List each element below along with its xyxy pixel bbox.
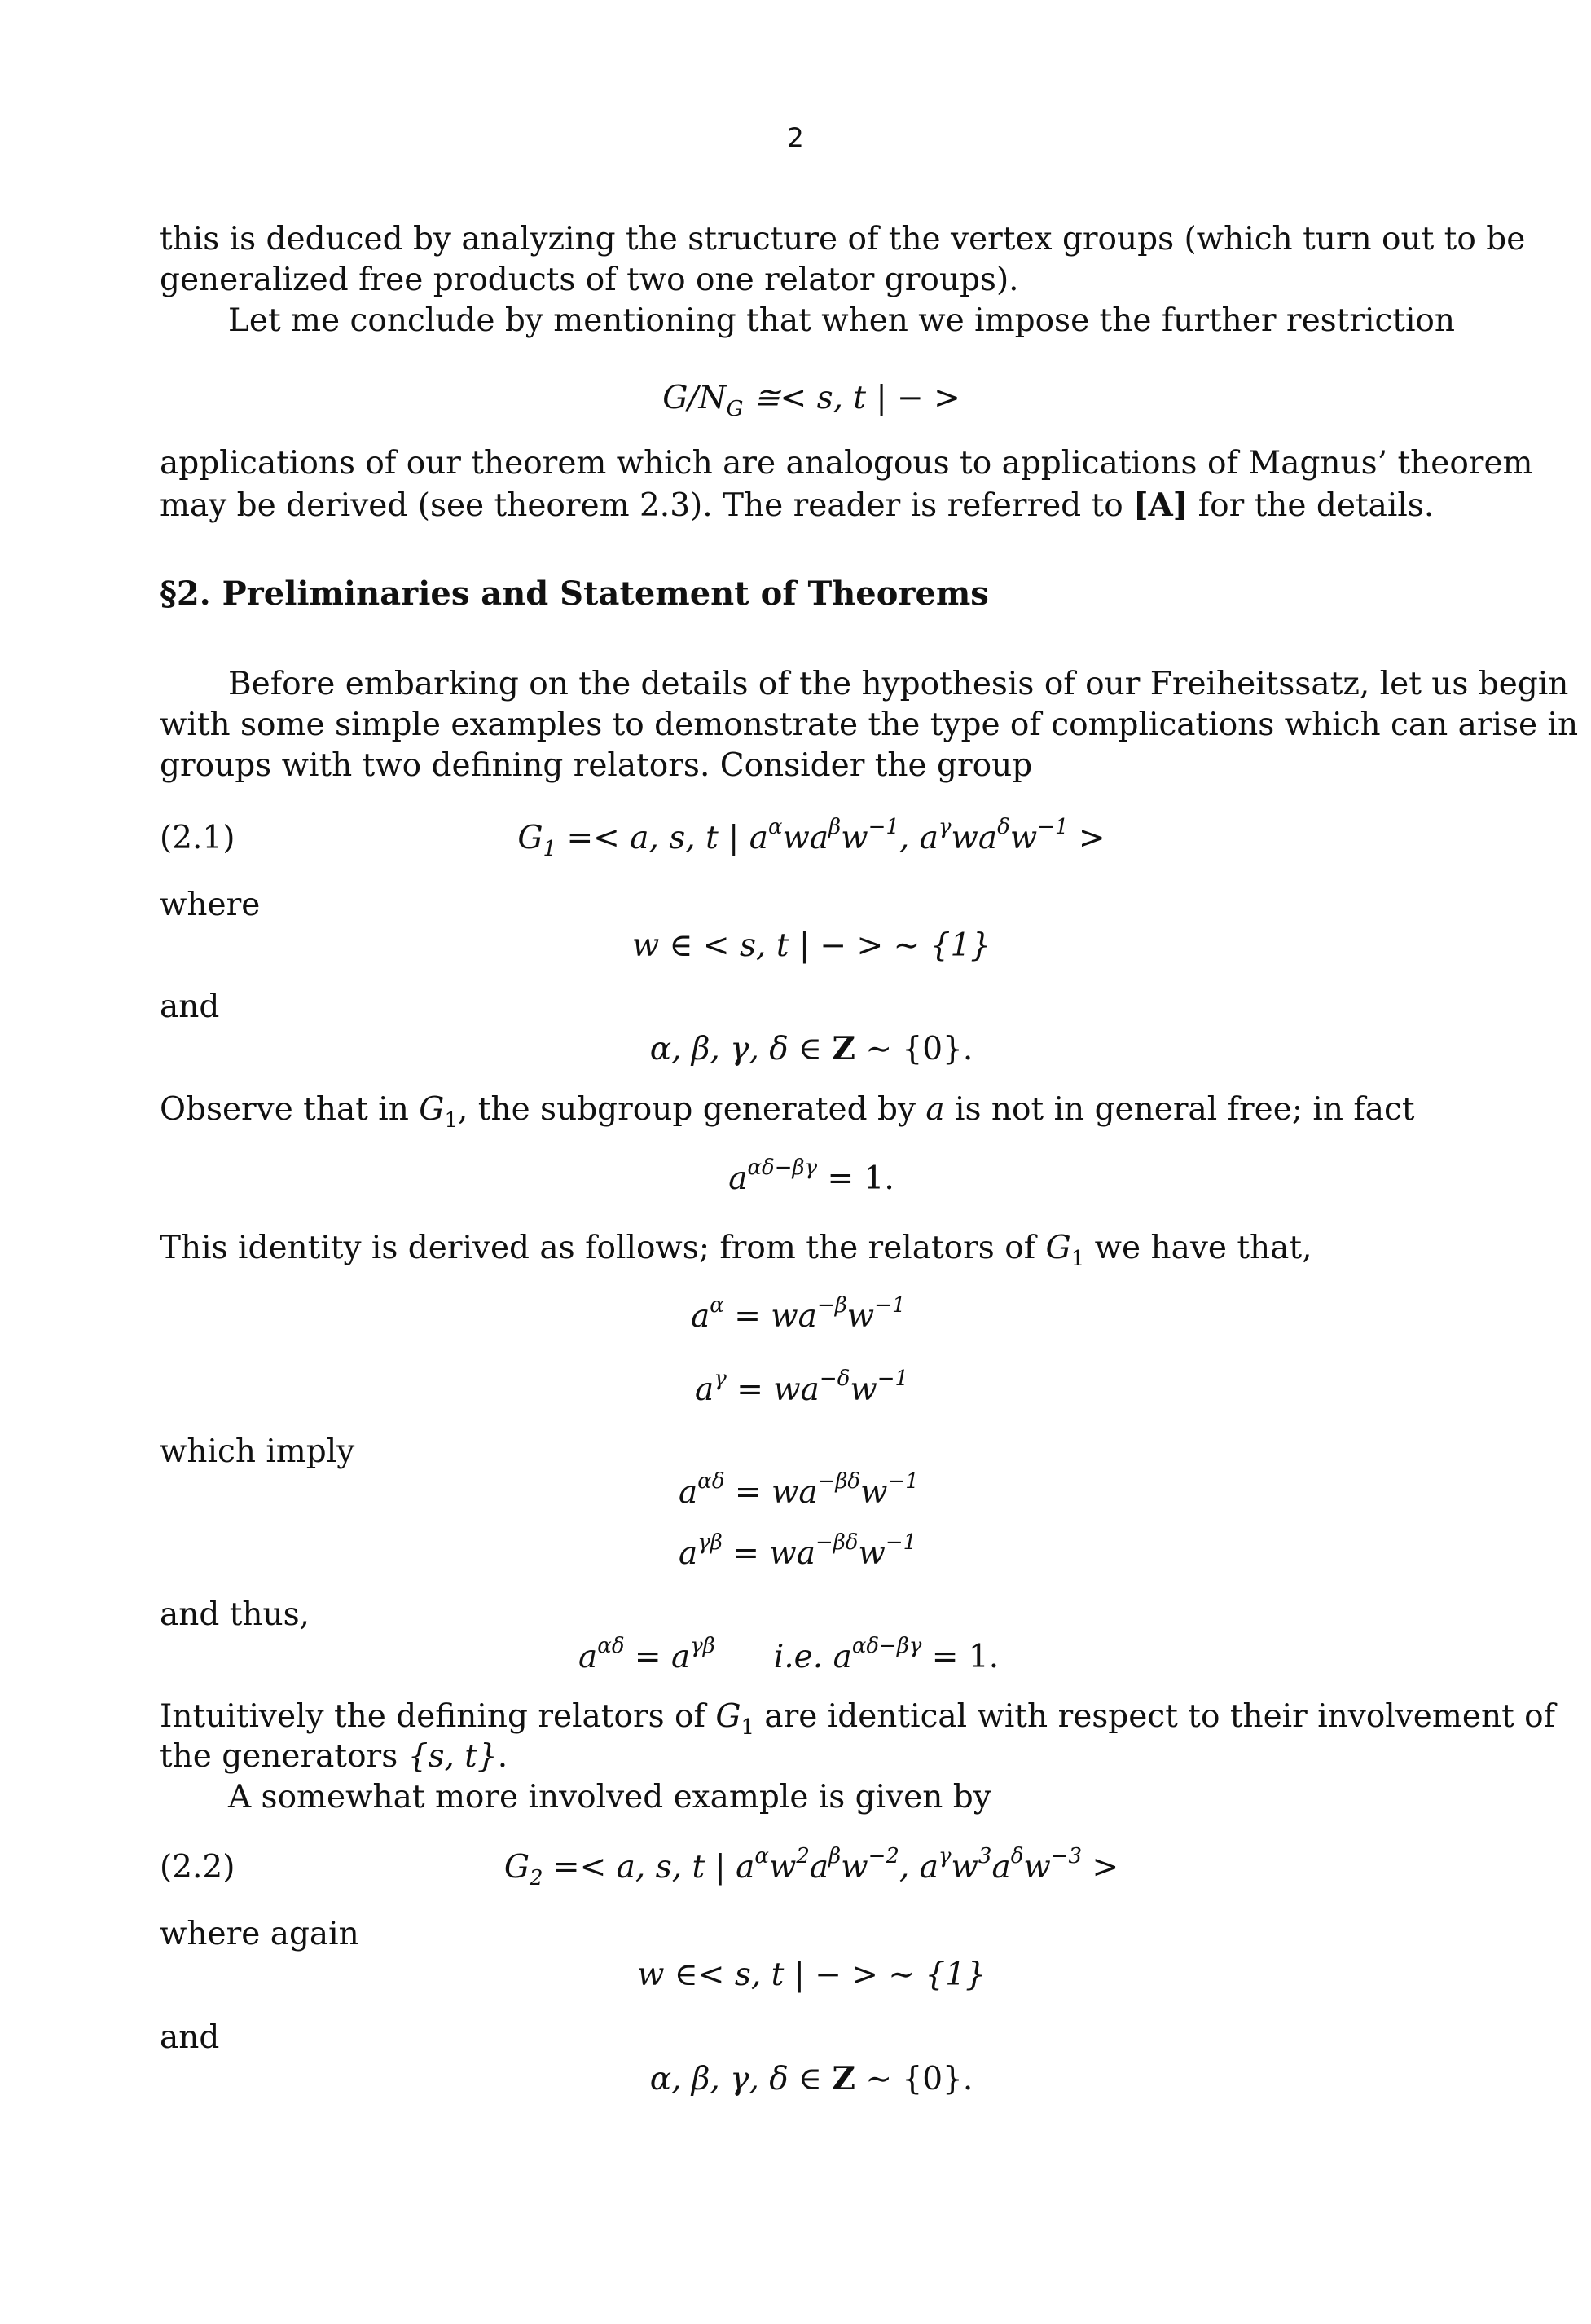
a5-base2: a bbox=[833, 1639, 852, 1675]
eq22-t5: w bbox=[951, 1849, 978, 1886]
intuitive-b: are identical with respect to their involvement of bbox=[754, 1698, 1556, 1735]
id-base: a bbox=[728, 1160, 748, 1197]
equation-w-1: w ∈ < s, t | − > ∼ {1} bbox=[631, 927, 991, 964]
greek2-Z: Z bbox=[832, 2060, 855, 2097]
intuitive-c: the generators bbox=[160, 1738, 408, 1775]
eq21-t1: wa bbox=[782, 820, 829, 856]
eq22-e4: −2 bbox=[868, 1844, 899, 1868]
intuitive-a: Intuitively the defining relators of bbox=[160, 1698, 716, 1735]
label-and-2: and bbox=[160, 2019, 220, 2056]
eq22-t1: w bbox=[768, 1849, 797, 1886]
eq22-t7: w bbox=[1023, 1849, 1051, 1886]
eq21-e6: −1 bbox=[1037, 815, 1069, 839]
eq22-t6: a bbox=[991, 1849, 1011, 1886]
observe-line bbox=[160, 1090, 1463, 1133]
equation-greek-1 bbox=[160, 1029, 1463, 1069]
id-exp: αδ−βγ bbox=[747, 1155, 818, 1180]
a3-mid: = wa bbox=[724, 1474, 818, 1511]
eq22-e3: β bbox=[828, 1844, 842, 1868]
a4-w: w bbox=[858, 1535, 886, 1572]
equation-w-2: w ∈< s, t | − > ∼ {1} bbox=[637, 1956, 986, 1993]
eq22-body: =< a, s, t | a bbox=[543, 1849, 755, 1886]
a1-exp2: −β bbox=[816, 1293, 847, 1318]
para3-line2: with some simple examples to demonstrate the type of complications which can arise in bbox=[160, 706, 1579, 743]
eq21-t2: w bbox=[841, 820, 868, 856]
a3-exp2: −βδ bbox=[817, 1469, 861, 1494]
a4-mid: = wa bbox=[722, 1535, 815, 1572]
eq21-e4: γ bbox=[938, 815, 952, 839]
a5-base: a bbox=[578, 1639, 598, 1675]
page-number: 2 bbox=[787, 122, 804, 153]
a5-rhs: = 1. bbox=[921, 1639, 1000, 1675]
eq21-body: =< a, s, t | a bbox=[556, 820, 768, 856]
a3-exp3: −1 bbox=[887, 1469, 919, 1494]
a2-exp: γ bbox=[714, 1367, 727, 1391]
greek2-vars: α, β, γ, δ ∈ bbox=[649, 2061, 833, 2097]
observe-g: G bbox=[419, 1091, 445, 1128]
equation-number-2-1: (2.1) bbox=[160, 820, 235, 856]
eq22-t8: > bbox=[1082, 1849, 1119, 1886]
para1-line3: Let me conclude by mentioning that when we impose the further restriction bbox=[228, 302, 1456, 339]
eq22-t3: w bbox=[841, 1849, 868, 1886]
a5-exp2: γβ bbox=[690, 1634, 715, 1658]
para3-line1: Before embarking on the details of the hypothesis of our Freiheitssatz, let us begin bbox=[228, 666, 1569, 702]
observe-a: Observe that in bbox=[160, 1091, 420, 1128]
observe-var: a bbox=[925, 1091, 945, 1128]
intuitive-line1 bbox=[160, 1697, 1556, 1740]
para2-text-b: for the details. bbox=[1188, 487, 1435, 524]
a4-base: a bbox=[679, 1535, 698, 1572]
eq21-e3: −1 bbox=[868, 815, 899, 839]
eq22-e8: −3 bbox=[1050, 1844, 1083, 1868]
a3-w: w bbox=[860, 1474, 888, 1511]
label-where: where bbox=[160, 887, 261, 923]
greek1-rest: ∼ {0}. bbox=[855, 1031, 973, 1067]
a2-w: w bbox=[850, 1371, 877, 1408]
observe-c: is not in general free; in fact bbox=[944, 1091, 1415, 1128]
para2-text-a: may be derived (see theorem 2.3). The reader is referred to bbox=[160, 487, 1134, 524]
id-rhs: = 1. bbox=[817, 1160, 894, 1197]
eq-lhs: G/N bbox=[662, 380, 727, 416]
equation-2-2 bbox=[160, 1844, 1463, 1890]
a1-w: w bbox=[846, 1298, 875, 1335]
eq22-e6: 3 bbox=[978, 1844, 992, 1868]
intuitive-d: . bbox=[497, 1738, 508, 1775]
equation-number-2-2: (2.2) bbox=[160, 1849, 235, 1886]
derive-sub: 1 bbox=[1070, 1247, 1085, 1271]
eq-rhs: ≅< s, t | − > bbox=[743, 380, 960, 416]
eq22-e5: γ bbox=[938, 1844, 952, 1868]
label-which-imply: which imply bbox=[160, 1433, 355, 1470]
greek2-rest: ∼ {0}. bbox=[855, 2061, 973, 2097]
equation-a-gammabeta bbox=[679, 1530, 917, 1574]
eq21-e1: α bbox=[767, 815, 783, 839]
reference-A: [A] bbox=[1133, 486, 1189, 524]
eq21-t6: > bbox=[1068, 820, 1105, 856]
a1-base: a bbox=[691, 1298, 710, 1335]
para1-line1: this is deduced by analyzing the structure of the vertex groups (which turn out to be bbox=[160, 221, 1526, 257]
a1-exp3: −1 bbox=[874, 1293, 906, 1318]
section-heading: §2. Preliminaries and Statement of Theorems bbox=[160, 574, 989, 613]
para1-line2: generalized free products of two one relator groups). bbox=[160, 262, 1019, 298]
equation-greek-2 bbox=[160, 2059, 1463, 2099]
para2-line1: applications of our theorem which are analogous to applications of Magnus’ theorem bbox=[160, 445, 1533, 482]
greek1-Z: Z bbox=[832, 1030, 855, 1067]
eq22-e2: 2 bbox=[796, 1844, 810, 1868]
intuitive-line2 bbox=[160, 1737, 1463, 1776]
a5-ie: i.e. bbox=[773, 1639, 824, 1675]
eq22-e7: δ bbox=[1010, 1844, 1024, 1868]
eq21-t5: w bbox=[1009, 820, 1038, 856]
intuitive-line3: A somewhat more involved example is given by bbox=[228, 1779, 991, 1816]
a2-mid: = wa bbox=[726, 1371, 820, 1408]
a1-exp: α bbox=[710, 1293, 724, 1318]
a3-exp: αδ bbox=[697, 1469, 725, 1494]
derive-a: This identity is derived as follows; from the relators of bbox=[160, 1230, 1046, 1266]
eq21-g: G bbox=[517, 820, 543, 856]
eq22-t2: a bbox=[809, 1849, 829, 1886]
observe-sub: 1 bbox=[444, 1108, 458, 1133]
greek1-vars: α, β, γ, δ ∈ bbox=[649, 1031, 833, 1067]
intuitive-g: G bbox=[715, 1698, 741, 1735]
a5-mid: = a bbox=[624, 1639, 691, 1675]
label-where-again: where again bbox=[160, 1916, 359, 1952]
eq21-gsub: 1 bbox=[543, 837, 557, 861]
derive-g: G bbox=[1045, 1230, 1071, 1266]
equation-2-1 bbox=[160, 815, 1463, 861]
intuitive-set: {s, t} bbox=[407, 1738, 498, 1775]
equation-a-alpha bbox=[691, 1293, 906, 1336]
label-and-thus: and thus, bbox=[160, 1596, 310, 1633]
equation-identity bbox=[160, 1155, 1463, 1199]
intuitive-sub: 1 bbox=[741, 1715, 755, 1740]
a5-exp: αδ bbox=[597, 1634, 625, 1658]
equation-a-gamma bbox=[695, 1367, 909, 1410]
observe-b: , the subgroup generated by bbox=[458, 1091, 926, 1128]
a4-exp: γβ bbox=[697, 1530, 723, 1555]
eq22-gsub: 2 bbox=[529, 1866, 543, 1890]
equation-conclusion bbox=[578, 1634, 1000, 1677]
eq21-e5: δ bbox=[997, 815, 1010, 839]
eq21-t4: wa bbox=[951, 820, 998, 856]
a5-exp3: αδ−βγ bbox=[851, 1634, 922, 1658]
para3-line3: groups with two defining relators. Consider the group bbox=[160, 747, 1033, 784]
derive-line bbox=[160, 1229, 1463, 1271]
a2-base: a bbox=[695, 1371, 714, 1408]
eq22-e1: α bbox=[754, 1844, 769, 1868]
para2-line2 bbox=[160, 486, 1463, 526]
eq21-e2: β bbox=[828, 815, 842, 839]
a2-exp2: −δ bbox=[819, 1367, 850, 1391]
eq-sub: G bbox=[726, 397, 744, 421]
a4-exp2: −βδ bbox=[815, 1530, 859, 1555]
equation-quotient bbox=[160, 379, 1463, 421]
eq22-t4: , a bbox=[899, 1849, 938, 1886]
label-and-1: and bbox=[160, 988, 220, 1025]
derive-b: we have that, bbox=[1084, 1230, 1312, 1266]
eq21-t3: , a bbox=[899, 820, 938, 856]
a1-mid: = wa bbox=[723, 1298, 817, 1335]
a3-base: a bbox=[679, 1474, 698, 1511]
equation-a-alphadelta bbox=[679, 1469, 919, 1512]
a2-exp3: −1 bbox=[877, 1367, 909, 1391]
a4-exp3: −1 bbox=[885, 1530, 917, 1555]
eq22-g: G bbox=[503, 1849, 530, 1886]
